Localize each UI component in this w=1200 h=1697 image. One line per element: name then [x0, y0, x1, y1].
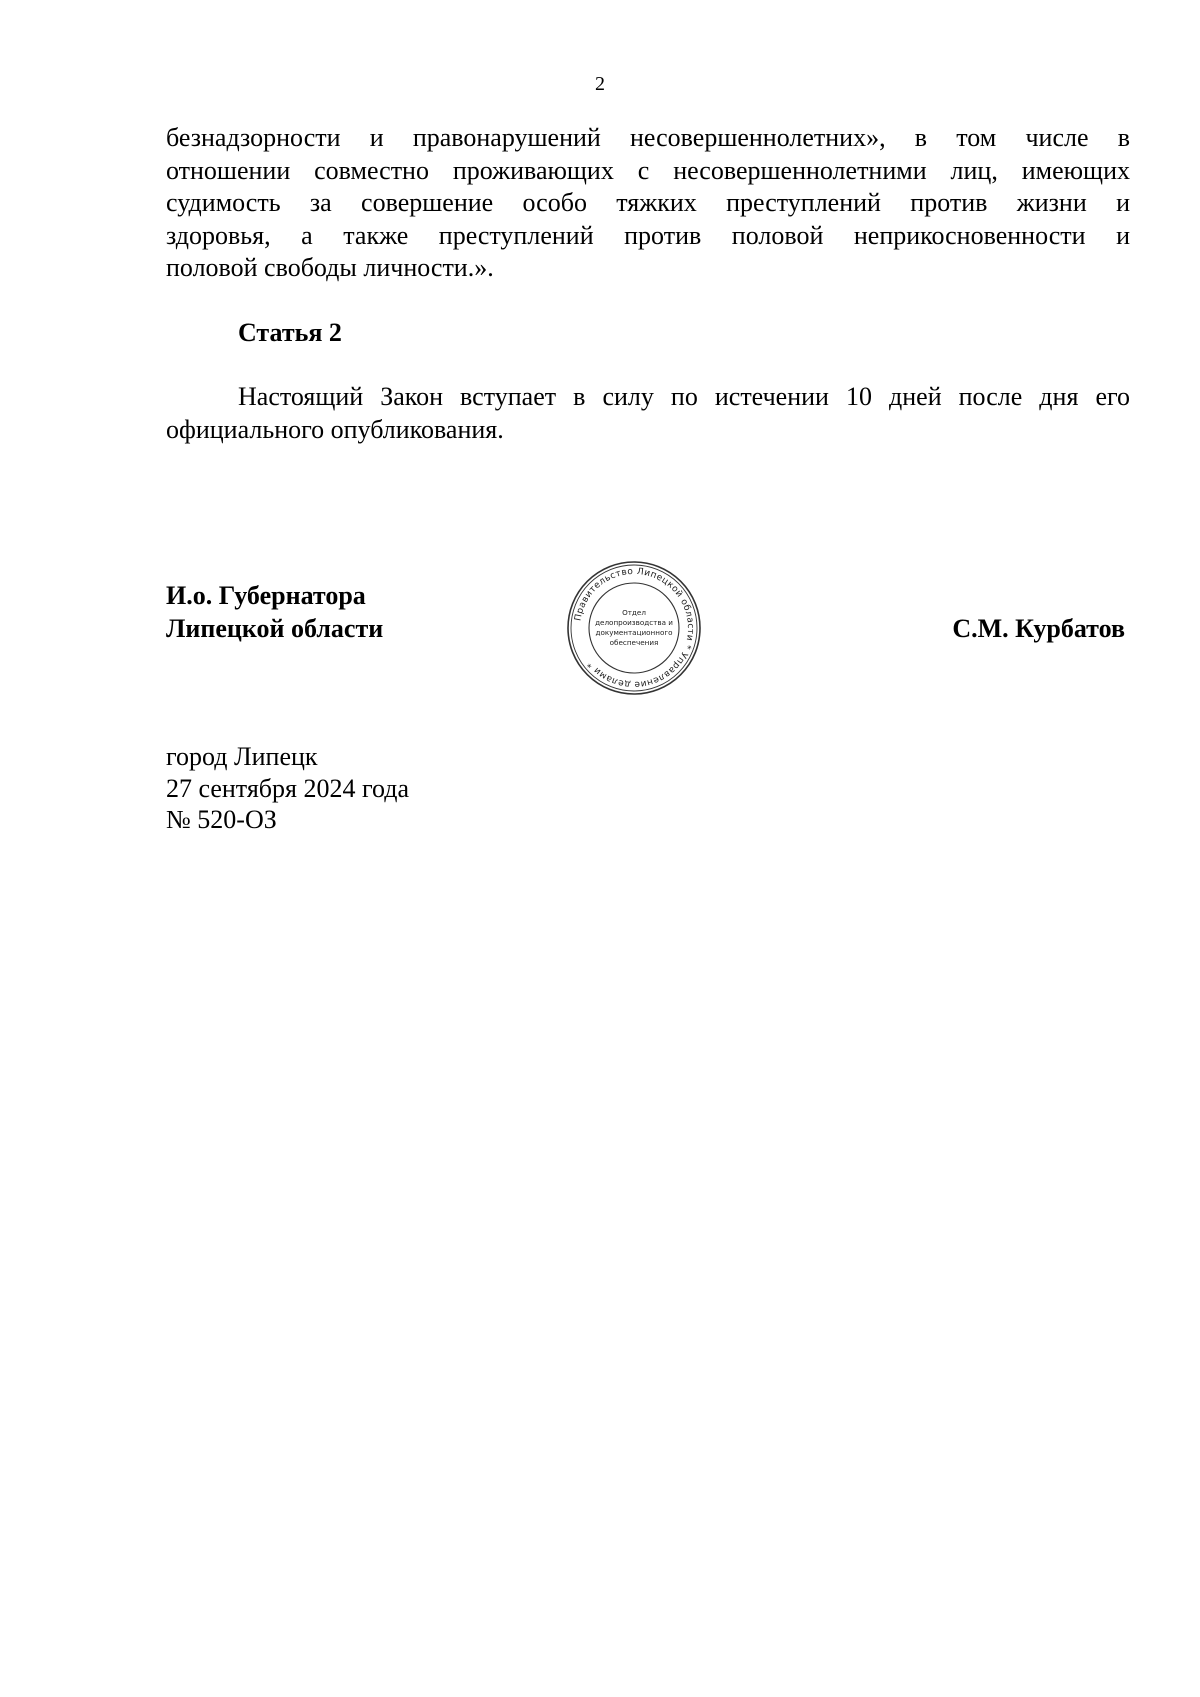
- paragraph-line: судимость за совершение особо тяжких преступлений против жизни и: [166, 188, 1130, 217]
- article-body: [166, 381, 1130, 446]
- paragraph-text: [166, 381, 1130, 446]
- paragraph-line: безнадзорности и правонарушений несовершеннолетних», в том числе в: [166, 123, 1130, 152]
- paragraph-line: половой свободы личности.».: [166, 253, 494, 282]
- paragraph-text: [166, 122, 1130, 285]
- paragraph-line: Настоящий Закон вступает в силу по истечении 10 дней после дня его: [238, 382, 1130, 411]
- document-footer: [166, 741, 409, 836]
- document-city: город Липецк: [166, 742, 318, 771]
- stamp-seal-icon: [566, 560, 702, 696]
- stamp-inner-line: документационного: [595, 628, 673, 637]
- stamp-outer-text: Правительство Липецкой области * Управление делами *: [573, 566, 696, 690]
- page-number: 2: [595, 73, 605, 95]
- document-number: № 520-ОЗ: [166, 805, 277, 834]
- document-date: 27 сентября 2024 года: [166, 773, 410, 803]
- stamp-inner-line: обеспечения: [609, 638, 659, 647]
- paragraph-line: отношении совместно проживающих с несовершеннолетними лиц, имеющих: [166, 155, 1130, 185]
- signatory-position: [166, 579, 383, 645]
- paragraph-line: официального опубликования.: [166, 414, 504, 444]
- continuation-paragraph: [166, 122, 1130, 285]
- signatory-name: С.М. Курбатов: [952, 614, 1125, 643]
- article-heading: Статья 2: [238, 318, 342, 347]
- official-stamp: [566, 560, 702, 696]
- stamp-inner-line: Отдел: [622, 608, 646, 617]
- signatory-position-line: И.о. Губернатора: [166, 581, 366, 610]
- paragraph-line: здоровья, а также преступлений против половой неприкосновенности и: [166, 220, 1130, 250]
- stamp-inner-line: делопроизводства и: [595, 618, 673, 627]
- signatory-position-line: Липецкой области: [166, 614, 384, 643]
